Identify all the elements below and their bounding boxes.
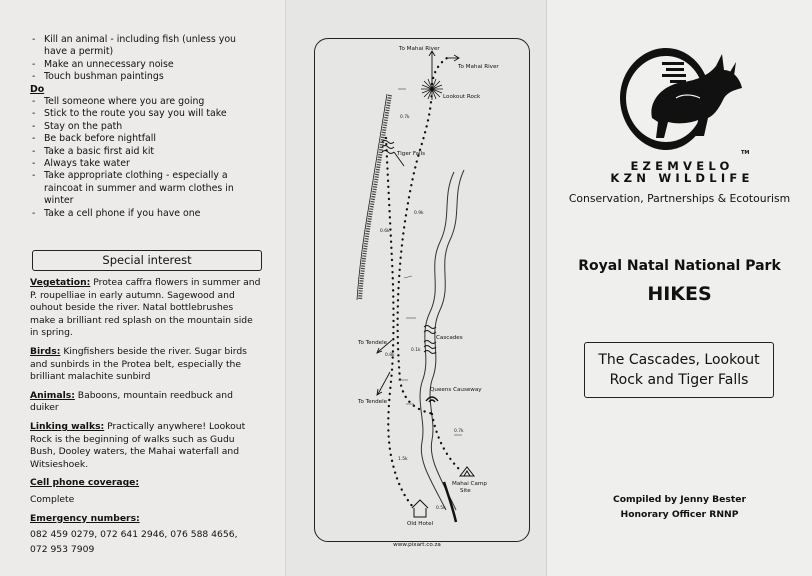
label-to-tendele-2: To Tendele <box>358 399 388 405</box>
river-outlet <box>444 482 456 522</box>
animals-section <box>30 390 261 415</box>
do-item: - Take appropriate clothing - especially a raincoat in summer and warm clothes in winter <box>30 170 261 207</box>
distance-label: 0.7k <box>400 115 410 120</box>
park-name: Royal Natal National Park <box>578 258 781 274</box>
map-credit: www.pixart.co.za <box>393 542 441 548</box>
label-old-hotel: Old Hotel <box>407 521 434 527</box>
route-title-line1: The Cascades, Lookout <box>598 352 760 368</box>
special-interest-heading: Special interest <box>32 250 262 271</box>
distance-label: 0.9k <box>414 211 424 216</box>
birds-label: Birds: <box>30 346 61 358</box>
hotel-house-icon <box>412 500 428 517</box>
label-to-mahai-river-2: To Mahai River <box>458 64 499 70</box>
do-item: - Take a basic first aid kit <box>30 146 261 158</box>
arrow-to-tendele-2 <box>378 372 390 394</box>
trail-map <box>286 0 548 576</box>
do-item: - Take a cell phone if you have one <box>30 208 261 220</box>
label-mahai-camp: Mahai Camp <box>452 481 487 487</box>
emergency-label: Emergency numbers: <box>30 512 140 524</box>
camp-tent-icon <box>460 467 474 476</box>
vegetation-section <box>30 277 261 340</box>
officer-title: Honorary Officer RNNP <box>620 509 739 520</box>
linking-text: Practically anywhere! Lookout Rock is the beginning of walks such as Gudu Bush, Dooley waters, the Mahai waterfall and Witsieshoek. <box>30 421 246 470</box>
label-queens-causeway: Queens Causeway <box>430 387 482 393</box>
distance-label: 0.8k <box>385 353 395 358</box>
do-item: - Always take water <box>30 158 261 170</box>
vegetation-text: Protea caffra flowers in summer and P. roupelliae in early autumn. Sagewood and ouhout beside the river. Natal bottlebrushes make a brilliant red splash on the mountain side in spring. <box>30 277 261 339</box>
do-list <box>30 96 261 220</box>
emergency-numbers-line2: 072 953 7909 <box>30 543 95 555</box>
trademark-mark: TM <box>741 150 750 156</box>
organisation-name <box>607 160 757 184</box>
distance-label: 1.5k <box>398 457 408 462</box>
animals-label: Animals: <box>30 389 75 401</box>
map-panel <box>285 0 547 576</box>
do-heading: Do <box>30 83 45 95</box>
cell-coverage-value: Complete <box>30 494 75 505</box>
compiled-by: Compiled by Jenny Bester <box>612 494 747 505</box>
trail-lookout-to-cascades <box>398 84 434 414</box>
organisation-name-line2: KZN WILDLIFE <box>610 171 754 185</box>
do-item: - Be back before nightfall <box>30 133 261 145</box>
rules-panel <box>0 0 285 576</box>
distance-label: 0.6k <box>380 229 390 234</box>
cover-panel <box>547 0 812 576</box>
distance-ticks <box>398 89 462 435</box>
cell-coverage-label: Cell phone coverage: <box>30 477 140 489</box>
trail-to-mahai <box>432 56 450 84</box>
linking-label: Linking walks: <box>30 421 105 433</box>
route-title-line2: Rock and Tiger Falls <box>609 372 749 388</box>
dont-list <box>30 34 261 84</box>
lookout-rock-icon <box>421 78 443 100</box>
trail-tiger-falls-to-hotel <box>386 138 414 508</box>
label-tiger-falls: Tiger Falls <box>397 151 426 157</box>
animals-text: Baboons, mountain reedbuck and duiker <box>30 389 233 414</box>
distance-label: 0.5k <box>436 506 446 511</box>
cliff-band <box>360 95 390 300</box>
emergency-numbers-line1: 082 459 0279, 072 641 2946, 076 588 4656, <box>30 529 238 541</box>
label-lookout-rock: Lookout Rock <box>443 94 481 100</box>
organisation-name-line1: EZEMVELO <box>630 159 734 173</box>
birds-section <box>30 346 261 384</box>
rhino-shield-logo <box>612 40 752 158</box>
distance-label: 0.1k <box>411 348 421 353</box>
birds-text: Kingfishers beside the river. Sugar birds and sunbirds in the Protea belt, especially the brilliant malachite sunbird <box>30 346 247 383</box>
dont-item: - Make an unnecessary noise <box>30 59 261 71</box>
do-item: - Stay on the path <box>30 121 261 133</box>
linking-section <box>30 421 261 471</box>
hikes-title: HIKES <box>647 283 712 305</box>
label-mahai-camp-site: Site <box>460 488 471 494</box>
dont-item: - Touch bushman paintings <box>30 71 261 83</box>
trail-causeway-to-camp <box>432 414 462 472</box>
vegetation-label: Vegetation: <box>30 277 91 289</box>
label-cascades: Cascades <box>436 335 463 341</box>
causeway-icon <box>426 397 438 402</box>
do-item: - Tell someone where you are going <box>30 96 261 108</box>
label-to-tendele-1: To Tendele <box>358 340 388 346</box>
label-to-mahai-river-1: To Mahai River <box>399 46 440 52</box>
organisation-tagline: Conservation, Partnerships & Ecotourism <box>568 192 791 205</box>
distance-label: 0.7k <box>454 429 464 434</box>
route-title-box <box>584 342 774 398</box>
do-item: - Stick to the route you say you will take <box>30 108 261 120</box>
dont-item: - Kill an animal - including fish (unless you have a permit) <box>30 34 261 59</box>
